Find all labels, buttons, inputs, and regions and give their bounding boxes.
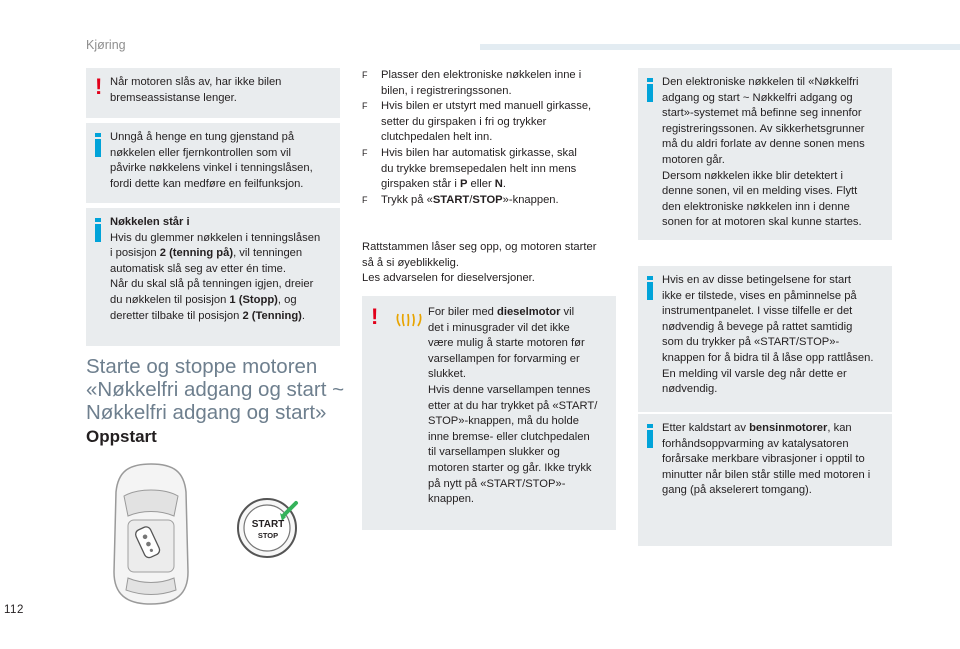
text-line: start»-systemet må befinne seg innenfor [662,107,862,120]
start-label: START [251,519,285,530]
info-box-key-detection [638,68,892,240]
text-line: som du trykker på «START/STOP»- [662,336,840,349]
text-span: du nøkkelen til posisjon [110,293,230,306]
title-line: Nøkkelfri adgang og start» [86,401,327,424]
text-span: i posisjon [110,247,160,260]
text-line: En melding vil varsle deg når dette er [662,367,847,380]
step-arrow-icon: F [362,101,368,112]
text-span: / [469,193,473,206]
text-line: automatisk slå seg av etter én time. [110,262,286,275]
subsection-title: Oppstart [86,427,157,446]
text-line: motoren starter og går. Ikke trykk [428,461,592,474]
info-box-key-weight [86,123,340,203]
text-line: bilen, i registreringssonen. [381,84,512,97]
text-line: du trykke bremsepedalen helt inn mens [381,162,577,175]
text-span: , kan [827,422,852,434]
stop-label: STOP [257,531,279,540]
title-line: «Nøkkelfri adgang og start ~ [86,378,345,401]
text-line: motoren går. [662,153,725,166]
text-line: det i minusgrader vil det ikke [428,321,570,334]
text-bold: N [494,178,503,191]
warning-exclamation-icon: ! [95,74,103,99]
step-arrow-icon: F [362,70,368,80]
text-span: girspaken står i [381,178,460,191]
text-bold: P [459,178,468,191]
text-line: på nytt på «START/STOP»- [428,477,566,490]
text-line: varsellampen for forvarming er [428,352,580,365]
text-line: til varsellampen slukker og [428,446,560,459]
text-line: Dersom nøkkelen ikke blir detektert i [662,169,843,182]
text-bold: STOP [472,193,503,206]
start-result-paragraph [362,240,624,287]
step-arrow-icon: F [362,194,368,205]
text-line: sonen for at motoren skal kunne startes. [662,216,862,229]
info-box-start-conditions [638,266,892,412]
text-line: Les advarselen for dieselversjoner. [362,272,535,285]
text-line: instrumentpanelet. I visse tilfelle er det [662,305,853,318]
text-span: For biler med [428,306,498,318]
start-steps-list [362,68,624,208]
text-line: påvirke nøkkelens vinkel i tenningslåsen, [110,162,313,175]
text-span: , vil tenningen [233,247,303,260]
text-line: Plasser den elektroniske nøkkelen inne i [381,69,582,81]
text-line: Hvis denne varsellampen tennes [428,383,591,396]
warning-box-brake-assist [86,68,340,118]
text-span: . [502,178,506,191]
page-number: 112 [4,604,24,616]
text-line: gang (på akselerert tomgang). [662,484,812,497]
text-bold: 2 (Tenning) [242,309,302,322]
info-box-key-left-in [86,208,340,346]
diesel-warning-box [362,296,616,530]
text-span: Etter kaldstart av [662,422,750,434]
text-line: nødvendig. [662,383,718,396]
text-line: Unngå å henge en tung gjenstand på [110,131,295,143]
text-line: Hvis en av disse betingelsene for start [662,274,852,286]
text-line: bremseassistanse lenger. [110,91,237,104]
text-line: Hvis bilen har automatisk girkasse, skal [381,146,577,159]
text-bold: START [432,193,470,206]
text-line: etter at du har trykket på «START/ [428,399,598,412]
glow-plug-icon [394,312,424,328]
text-line: Rattstammen låser seg opp, og motoren starter [362,241,597,253]
text-line: må du aldri forlate av denne sonen mens [662,138,865,151]
step-item [362,193,624,209]
text-line: Den elektroniske nøkkelen til «Nøkkelfri [662,76,859,88]
start-stop-button [236,497,298,559]
text-line: forhåndsoppvarming av katalysatoren [662,437,849,450]
step-item [362,68,624,99]
text-span: deretter tilbake til posisjon [110,309,243,322]
text-line: slukket. [428,368,466,381]
info-box-title: Nøkkelen står i [110,216,190,228]
text-bold: 2 (tenning på) [159,247,234,260]
info-icon [95,224,101,242]
text-line: forårsake merkbare vibrasjoner i opptil to [662,453,865,466]
info-icon [647,430,653,448]
text-line: setter du girspaken i fri og trykker [381,115,547,128]
text-span: , og [277,293,297,306]
text-line: Når du skal slå på tenningen igjen, dreier [110,278,314,291]
step-item [362,146,624,193]
text-line: fordi dette kan medføre en feilfunksjon. [110,177,304,190]
step-item [362,99,624,146]
text-line: STOP»-knappen, må du holde [428,415,579,428]
text-span: Trykk på « [381,193,433,206]
info-box-petrol-cold-start [638,414,892,546]
text-line: clutchpedalen helt inn. [381,131,493,144]
text-bold: 1 (Stopp) [229,293,278,306]
text-line: den elektroniske nøkkelen inn i denne [662,200,850,213]
text-line: inne bremse- eller clutchpedalen [428,430,590,443]
text-span: eller [467,178,495,191]
info-icon [647,84,653,102]
step-arrow-icon: F [362,147,368,158]
text-line: adgang og start ~ Nøkkelfri adgang og [662,91,853,104]
text-span: . [301,309,306,322]
text-line: så å si øyeblikkelig. [362,256,459,269]
text-bold: bensinmotorer [749,422,828,434]
text-line: nøkkelen eller fjernkontrollen som vil [110,146,291,159]
warning-exclamation-icon: ! [371,304,379,329]
section-header-label: Kjøring [86,38,126,52]
car-with-key-illustration [108,462,194,608]
text-line: minutter når bilen står stille med motoren i [662,468,871,481]
section-title [86,355,346,424]
text-bold: dieselmotor [497,306,561,318]
text-line: knappen for å bidra til å låse opp rattlåsen. [662,351,874,364]
text-line: nødvendig å bevege på rattet samtidig [662,320,853,333]
info-icon [647,282,653,300]
text-line: knappen. [428,493,475,506]
text-line: denne sonen, vil en melding vises. Flytt [662,185,858,198]
text-line: være mulig å starte motoren før [428,337,585,350]
text-line: registreringssonen. Av sikkerhetsgrunner [662,122,865,135]
text-span: »-knappen. [502,193,559,206]
text-line: ikke er tilstede, vises en påminnelse på [662,289,857,302]
header-bar [480,44,960,50]
info-icon [95,139,101,157]
text-span: vil [560,306,575,318]
text-line: Hvis du glemmer nøkkelen i tenningslåsen [110,231,321,244]
title-line: Starte og stoppe motoren [86,355,318,378]
text-line: Hvis bilen er utstyrt med manuell girkasse, [381,100,592,113]
text-line: Når motoren slås av, har ikke bilen [110,76,282,88]
